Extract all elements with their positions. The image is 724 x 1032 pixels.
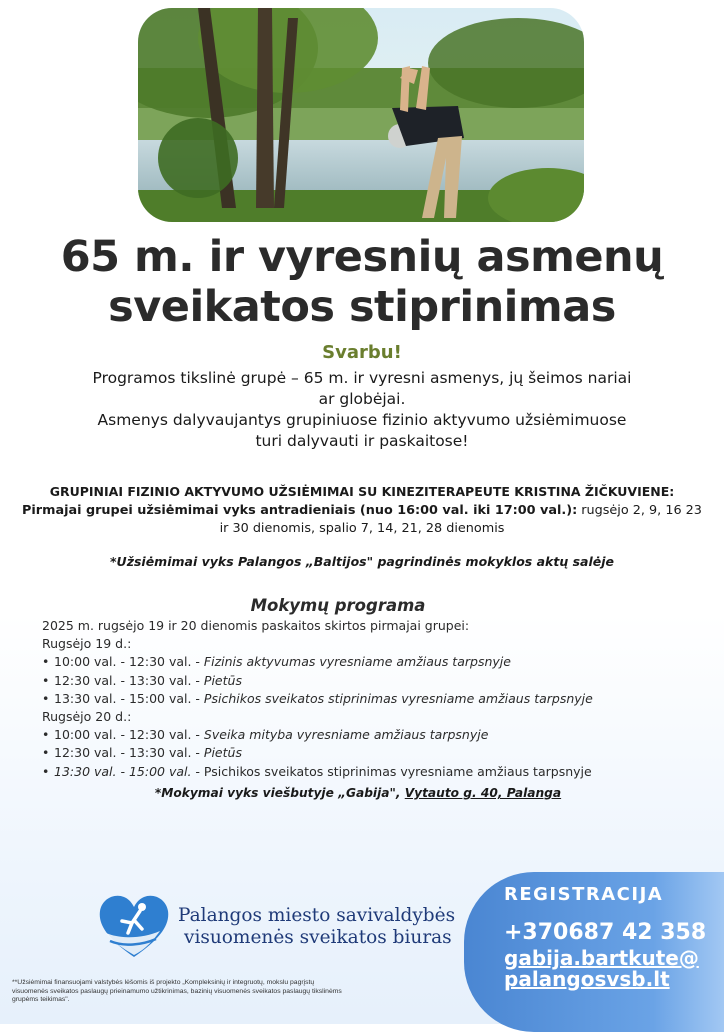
session-time: 10:00 val. - 12:30 val. - xyxy=(54,654,204,670)
list-item xyxy=(42,672,702,690)
organization-name xyxy=(178,905,455,949)
intro-text xyxy=(90,368,634,452)
session-topic: Pietūs xyxy=(203,745,242,761)
session-topic: Pietūs xyxy=(203,672,242,688)
day2-label: Rugsėjo 20 d.: xyxy=(42,709,132,725)
program-venue xyxy=(0,786,716,800)
header-photo xyxy=(138,8,584,222)
program-title: Mokymų programa xyxy=(250,596,426,615)
program-venue-prefix: *Mokymai vyks viešbutyje „Gabija", xyxy=(154,786,405,800)
program-intro: 2025 m. rugsėjo 19 ir 20 dienomis paskaitos skirtos pirmajai grupei: xyxy=(42,618,470,633)
important-label: Svarbu! xyxy=(322,342,402,363)
session-topic: Fizinis aktyvumas vyresniame amžiaus tarpsnyje xyxy=(203,654,511,670)
page-title xyxy=(0,232,724,332)
list-item xyxy=(42,690,702,708)
activity-schedule xyxy=(16,502,708,538)
session-topic: Psichikos sveikatos stiprinimas vyresniame amžiaus tarpsnyje xyxy=(203,690,593,706)
session-time: 10:00 val. - 12:30 val. - xyxy=(54,727,204,743)
organization-line-1: Palangos miesto savivaldybės xyxy=(178,905,456,926)
funding-footnote: **Užsiėmimai finansuojami valstybės lėšomis iš projekto „Kompleksinių ir integruotų, mokslu pagrįstų visuomenės sveikatos paslaugų prieinamumo užtikrinimas, bazinių visuomenės sveikatos paslaugų tikslinėms grupėms teikimas". xyxy=(12,979,342,1004)
session-time: 13:30 val. - 15:00 val. - xyxy=(54,763,204,779)
list-item xyxy=(42,653,702,671)
day1-label: Rugsėjo 19 d.: xyxy=(42,636,132,652)
registration-email-link[interactable] xyxy=(504,948,699,990)
registration-label: REGISTRACIJA xyxy=(504,884,664,905)
session-topic: Psichikos sveikatos stiprinimas vyresniame amžiaus tarpsnyje xyxy=(203,763,592,779)
registration-phone-link[interactable]: +370687 42 358 xyxy=(504,920,707,945)
intro-target-group: Programos tikslinė grupė – 65 m. ir vyresni asmenys, jų šeimos nariai ar globėjai. xyxy=(92,369,632,408)
activity-lead-2: antradieniais (nuo 16:00 val. iki 17:00 val.): xyxy=(260,503,578,518)
title-line-1: 65 m. ir vyresnių asmenų xyxy=(60,232,664,282)
activity-heading: GRUPINIAI FIZINIO AKTYVUMO UŽSIĖMIMAI SU KINEZITERAPEUTE KRISTINA ŽIČKUVIENE: xyxy=(49,484,675,499)
title-line-2: sveikatos stiprinimas xyxy=(108,282,616,332)
session-time: 12:30 val. - 13:30 val. - xyxy=(54,745,204,761)
program-venue-address: Vytauto g. 40, Palanga xyxy=(404,786,562,800)
activity-dates: rugsėjo 2, 9, 16 23 ir 30 dienomis, spalio 7, 14, 21, 28 dienomis xyxy=(219,503,702,536)
program-list xyxy=(42,617,702,781)
heart-logo-icon xyxy=(98,893,170,964)
activity-lead-1: Pirmajai grupei užsiėmimai vyks xyxy=(22,503,261,518)
session-time: 13:30 val. - 15:00 val. - xyxy=(54,690,204,706)
email-line-1: gabija.bartkute@ xyxy=(504,946,699,970)
organization-line-2: visuomenės sveikatos biuras xyxy=(184,927,452,948)
list-item xyxy=(42,726,702,744)
registration-panel xyxy=(464,872,724,1032)
email-line-2: palangosvsb.lt xyxy=(504,967,670,991)
activity-venue: *Užsiėmimai vyks Palangos „Baltijos" pagrindinės mokyklos aktų salėje xyxy=(110,554,614,569)
session-topic: Sveika mityba vyresniame amžiaus tarpsnyje xyxy=(203,727,489,743)
list-item xyxy=(42,744,702,762)
session-time: 12:30 val. - 13:30 val. - xyxy=(54,672,204,688)
list-item xyxy=(42,763,702,781)
intro-attendance-note: Asmenys dalyvaujantys grupiniuose fizinio aktyvumo užsiėmimuose turi dalyvauti ir paskaitose! xyxy=(97,411,627,450)
